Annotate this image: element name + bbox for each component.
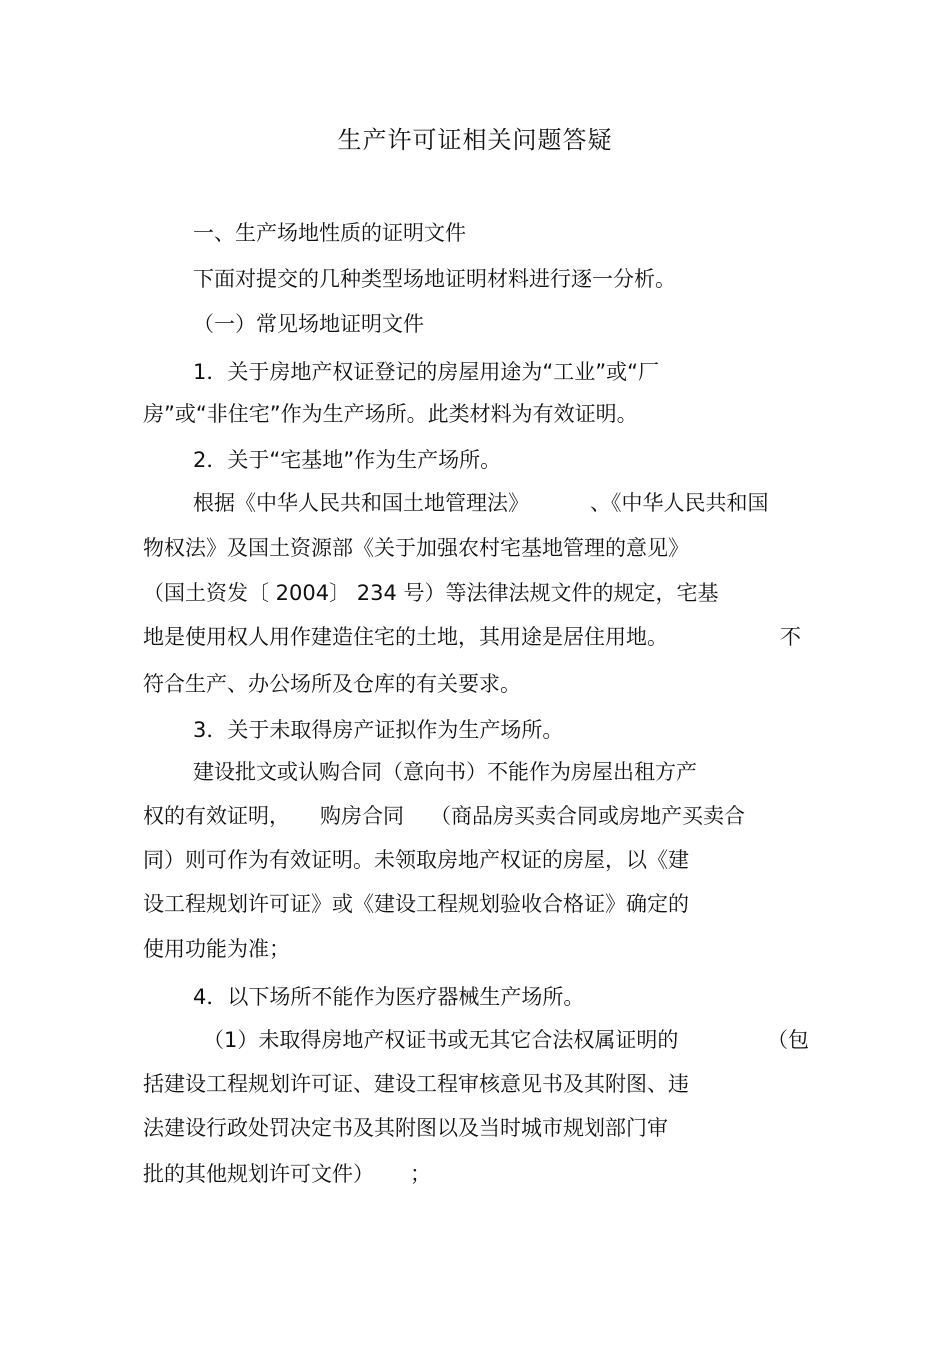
paragraph-line: 下面对提交的几种类型场地证明材料进行逐一分析。 <box>193 267 676 291</box>
paragraph-line: 地是使用权人用作建造住宅的土地，其用途是居住用地。 <box>143 625 668 649</box>
paragraph-line: 建设批文或认购合同（意向书）不能作为房屋出租方产 <box>193 760 697 784</box>
paragraph-line: 4．以下场所不能作为医疗器械生产场所。 <box>193 985 585 1009</box>
paragraph-line: 购房合同 <box>320 804 404 828</box>
paragraph-line: 法建设行政处罚决定书及其附图以及当时城市规划部门审 <box>143 1116 668 1140</box>
paragraph-line: 、《中华人民共和国 <box>590 491 769 515</box>
section-heading: 一、生产场地性质的证明文件 <box>193 221 466 245</box>
paragraph-line: 使用功能为准； <box>143 937 290 961</box>
paragraph-line: 同）则可作为有效证明。未领取房地产权证的房屋，以《建 <box>143 848 689 872</box>
paragraph-line: 2．关于“宅基地”作为生产场所。 <box>193 448 502 472</box>
paragraph-line: （包 <box>767 1028 809 1052</box>
paragraph-line: 设工程规划许可证》或《建设工程规划验收合格证》确定的 <box>143 892 689 916</box>
paragraph-line: 1．关于房地产权证登记的房屋用途为“工业”或“厂 <box>193 360 659 384</box>
paragraph-line: 房”或“非住宅”作为生产场所。此类材料为有效证明。 <box>143 402 638 426</box>
paragraph-line: （1）未取得房地产权证书或无其它合法权属证明的 <box>203 1028 679 1052</box>
paragraph-line: 物权法》及国土资源部《关于加强农村宅基地管理的意见》 <box>143 536 689 560</box>
subsection-heading: （一）常见场地证明文件 <box>193 312 424 336</box>
paragraph-line: 符合生产、办公场所及仓库的有关要求。 <box>143 672 521 696</box>
paragraph-line: （商品房买卖合同或房地产买卖合 <box>430 804 745 828</box>
paragraph-line: 根据《中华人民共和国土地管理法》 <box>193 491 529 515</box>
paragraph-line: 权的有效证明， <box>143 804 290 828</box>
paragraph-line: ； <box>410 1162 431 1186</box>
document-title: 生产许可证相关问题答疑 <box>337 126 613 154</box>
paragraph-line: 不 <box>780 625 801 649</box>
paragraph-line: （国土资发〔 2004〕 234 号）等法律法规文件的规定，宅基 <box>143 581 719 605</box>
paragraph-line: 括建设工程规划许可证、建设工程审核意见书及其附图、违 <box>143 1072 689 1096</box>
paragraph-line: 批的其他规划许可文件） <box>143 1162 374 1186</box>
paragraph-line: 3．关于未取得房产证拟作为生产场所。 <box>193 718 564 742</box>
